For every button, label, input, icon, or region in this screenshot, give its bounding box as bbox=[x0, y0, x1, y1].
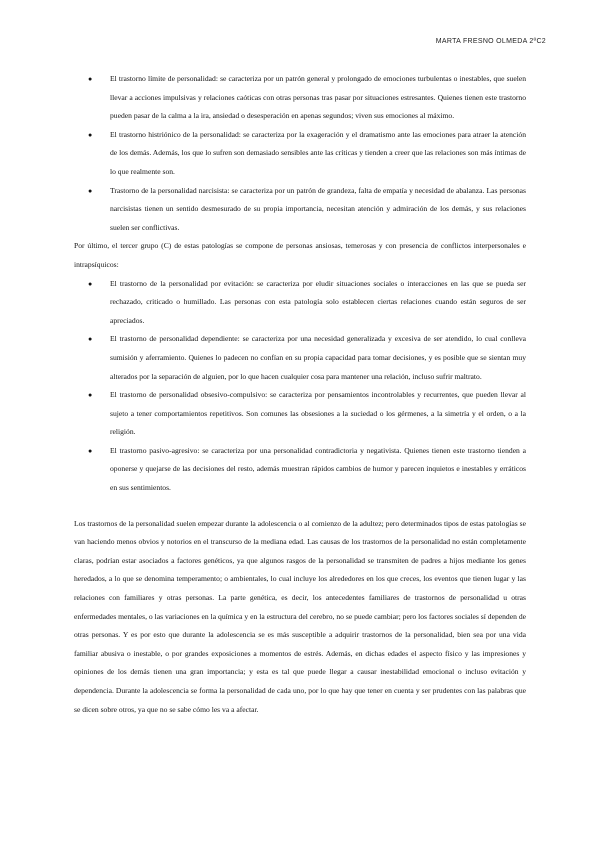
document-body bbox=[74, 70, 526, 719]
cluster-c-list bbox=[74, 275, 526, 498]
bullet-icon: ● bbox=[88, 279, 93, 288]
list-item: ● El trastorno histriónico de la personalidad: se caracteriza por la exageración y el dramatismo ante las emociones para atraer la atención de los demás. Además, los que lo sufren son demasiado sensibles ante las críticas y tienden a creer que las relaciones son más íntimas de lo que realmente son. bbox=[74, 126, 526, 182]
list-item: ● El trastorno de la personalidad por evitación: se caracteriza por eludir situaciones sociales o interacciones en las que se pueda ser rechazado, criticado o humillado. Las personas con esta patología solo establecen ciertas relaciones cuando están seguros de ser apreciados. bbox=[74, 275, 526, 331]
bullet-icon: ● bbox=[88, 391, 93, 400]
list-item: ● El trastorno de personalidad dependiente: se caracteriza por una necesidad generalizada y excesiva de ser atendido, lo cual conlleva sumisión y aferramiento. Quienes lo padecen no confían en su propia capacidad para tomar decisiones, y es posible que se sientan muy alterados por la separación de alguien, por lo que hacen cualquier cosa para mantener una relación, incluso sufrir maltrato. bbox=[74, 330, 526, 386]
bullet-icon: ● bbox=[88, 75, 93, 83]
paragraph-spacer bbox=[74, 498, 526, 515]
list-item: ● El trastorno de personalidad obsesivo-compulsivo: se caracteriza por pensamientos incontrolables y recurrentes, que pueden llevar al sujeto a tener comportamientos repetitivos. Son comunes las obsesiones a la suciedad o los gérmenes, a la simetría y el orden, o a la religión. bbox=[74, 386, 526, 442]
closing-paragraph: Los trastornos de la personalidad suelen empezar durante la adolescencia o al comienzo de la adultez; pero determinados tipos de estas patologías se van haciendo menos obvios y notorios en el transcurso de la mediana edad. Las causas de los trastornos de la personalidad no están completamente claras, podrían estar asociados a factores genéticos, ya que algunos rasgos de la personalidad se transmiten de padres a hijos mediante los genes heredados, a lo que se denomina temperamento; o ambientales, lo cual incluye los alrededores en los que creces, los eventos que tienen lugar y las relaciones con familiares y otras personas. La parte genética, es decir, los antecedentes familiares de trastornos de personalidad u otras enfermedades mentales, o las variaciones en la química y en la estructura del cerebro, no se puede cambiar; pero los factores sociales sí dependen de otras personas. Y es por esto que durante la adolescencia se es más susceptible a adquirir trastornos de la personalidad, bien sea por una vida familiar abusiva o inestable, o por grandes exposiciones a momentos de estrés. Además, en dichas edades el aspecto físico y las impresiones y opiniones de los demás tienen una gran importancia; y esta es tal que puede llegar a causar inestabilidad emocional o incluso evitación y dependencia. Durante la adolescencia se forma la personalidad de cada uno, por lo que hay que tener en cuenta y ser prudentes con las palabras que se dicen sobre otros, ya que no se sabe cómo les va a afectar. bbox=[74, 518, 526, 714]
bullet-icon: ● bbox=[88, 446, 93, 455]
page-header-author: MARTA FRESNO OLMEDA 2ºC2 bbox=[435, 38, 546, 45]
list-item: ● El trastorno límite de personalidad: se caracteriza por un patrón general y prolongado de emociones turbulentas o inestables, que suelen llevar a acciones impulsivas y relaciones caóticas con otras personas tras pasar por situaciones estresantes. Quienes tienen este trastorno pueden pasar de la calma a la ira, ansiedad o desesperación en apenas segundos; viven sus emociones al máximo. bbox=[74, 70, 526, 126]
list-item: ● El trastorno pasivo-agresivo: se caracteriza por una personalidad contradictoria y negativista. Quienes tienen este trastorno tienden a oponerse y quejarse de las decisiones del resto, además muestran rápidos cambios de humor y parecen inquietos e inestables y erráticos en sus sentimientos. bbox=[74, 442, 526, 498]
group-c-intro: Por último, el tercer grupo (C) de estas patologías se compone de personas ansiosas, temerosas y con presencia de conflictos interpersonales e intrapsíquicos: bbox=[74, 241, 526, 269]
list-item: ● Trastorno de la personalidad narcisista: se caracteriza por un patrón de grandeza, falta de empatía y necesidad de abalanza. Las personas narcisistas tienen un sentido desmesurado de su propia importancia, necesitan atención y admiración de los demás, y sus relaciones suelen ser conflictivas. bbox=[74, 182, 526, 238]
bullet-icon: ● bbox=[88, 186, 93, 195]
bullet-icon: ● bbox=[88, 335, 93, 344]
cluster-b-list bbox=[74, 70, 526, 237]
bullet-icon: ● bbox=[88, 130, 93, 139]
